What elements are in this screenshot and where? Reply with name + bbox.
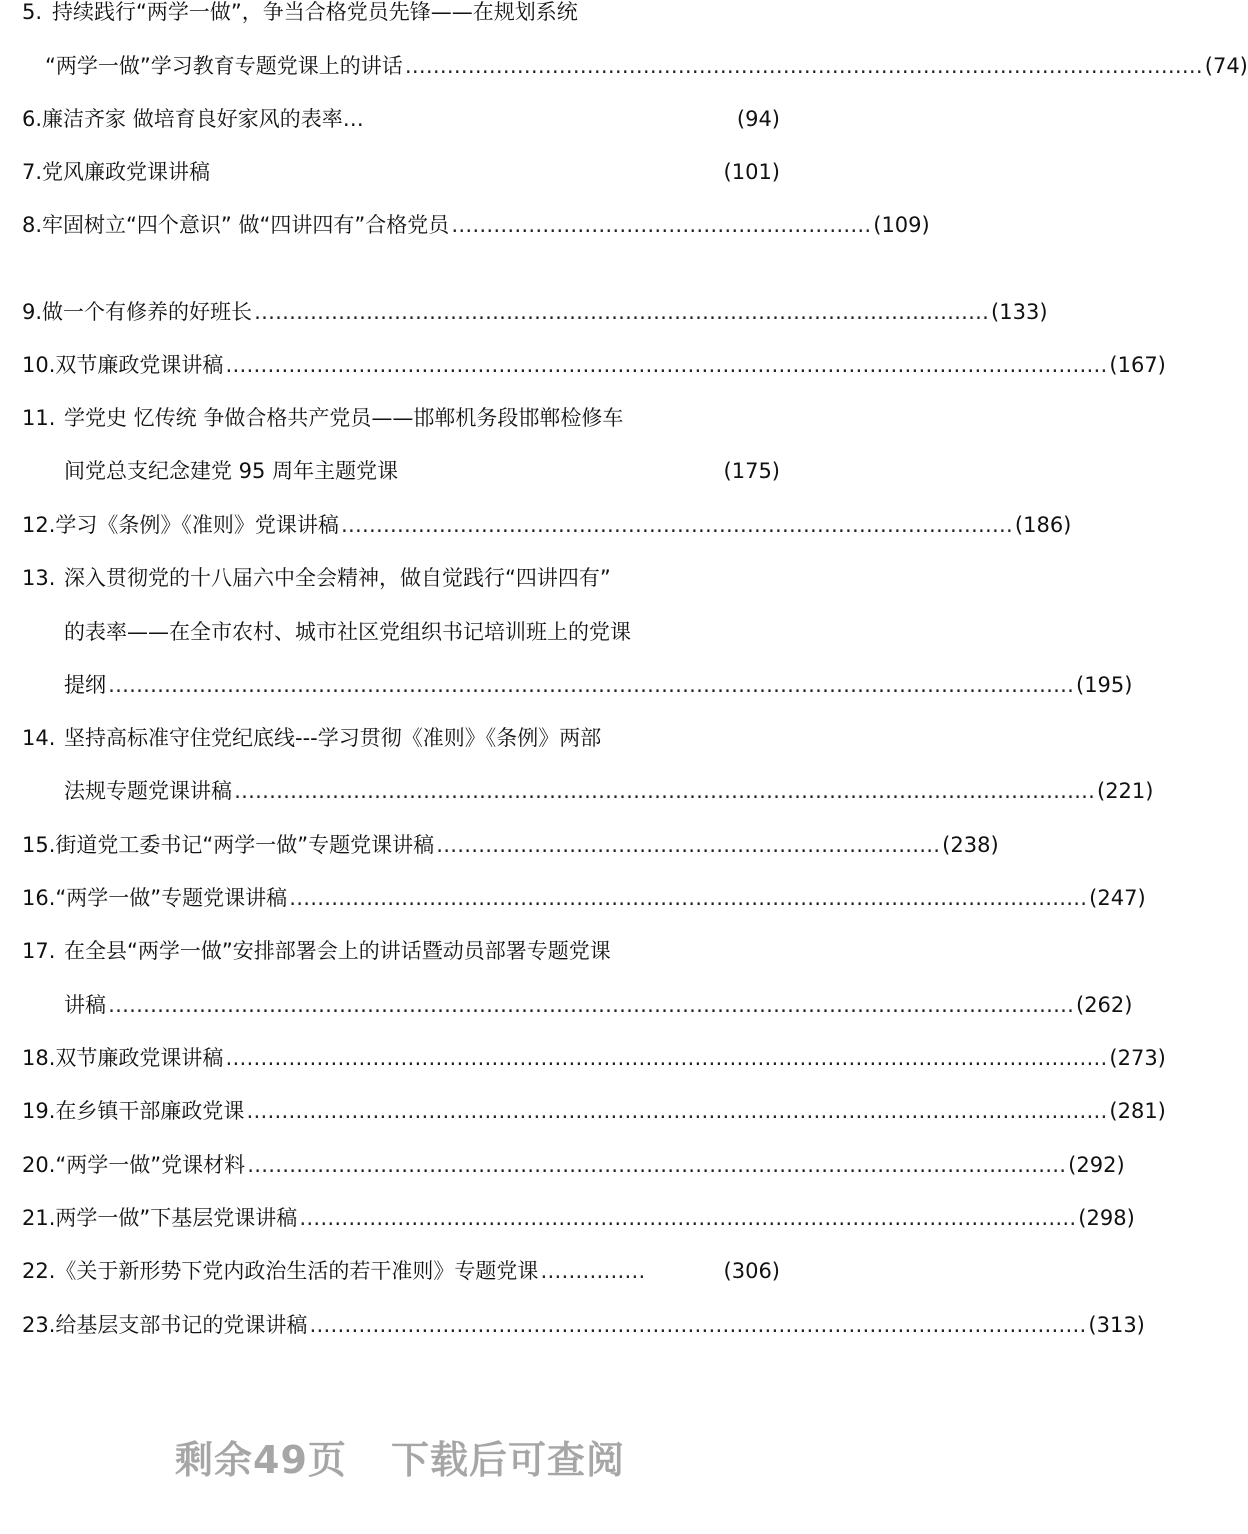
toc-entry-23[interactable]: [22, 1305, 1145, 1345]
leader-dots: ……………………………………………………………………………………………………………: [246, 1099, 1108, 1123]
toc-entry-page: (101): [723, 160, 780, 184]
toc-entry-number: 18.: [22, 1046, 56, 1070]
toc-entry-page: (313): [1088, 1313, 1145, 1337]
toc-entry-21[interactable]: [22, 1198, 1135, 1238]
toc-entry-number: 11.: [22, 406, 56, 430]
toc-entry-11-line1[interactable]: [0, 398, 800, 438]
toc-entry-title: 法规专题党课讲稿: [64, 779, 232, 803]
toc-entry-title: 的表率——在全市农村、城市社区党组织书记培训班上的党课: [64, 620, 631, 644]
toc-entry-20[interactable]: [22, 1145, 1125, 1185]
toc-entry-13-line3[interactable]: [64, 665, 1133, 705]
toc-entry-number: 9.: [22, 300, 43, 324]
leader-dots: ………………………………………………………………………………………………………………: [225, 1046, 1108, 1070]
toc-entry-page: (175): [723, 459, 780, 483]
toc-entry-number: 19.: [22, 1099, 56, 1123]
toc-entry-title: 党风廉政党课讲稿: [42, 160, 211, 184]
toc-entry-13-line1[interactable]: [0, 558, 800, 598]
toc-entry-page: (262): [1076, 993, 1133, 1017]
toc-entry-title: “两学一做”学习教育专题党课上的讲话: [45, 54, 403, 78]
toc-entry-page: (292): [1068, 1153, 1125, 1177]
toc-entry-title: 牢固树立“四个意识” 做“四讲四有”合格党员: [42, 213, 450, 237]
leader-dots: ……………………………………………………………………………………………: [254, 300, 990, 324]
toc-entry-number: 14.: [22, 726, 56, 750]
toc-entry-6[interactable]: [22, 99, 780, 139]
toc-entry-18[interactable]: [22, 1038, 1166, 1078]
leader-dots: …………………………………………………………………………………………………: [309, 1313, 1087, 1337]
toc-entry-page: (195): [1076, 673, 1133, 697]
toc-entry-title: 做一个有修养的好班长: [42, 300, 253, 324]
leader-dots: …………………………………………………………………………………………………………………………: [108, 993, 1074, 1017]
toc-entry-title: “两学一做”专题党课讲稿: [55, 886, 288, 910]
toc-entry-number: 12.: [22, 513, 56, 537]
toc-entry-title: 深入贯彻党的十八届六中全会精神，做自觉践行“四讲四有”: [64, 566, 611, 590]
toc-entry-12[interactable]: [22, 505, 1072, 545]
toc-entry-title: 学党史 忆传统 争做合格共产党员——邯郸机务段邯郸检修车: [64, 406, 624, 430]
toc-entry-page: (247): [1089, 886, 1146, 910]
toc-entry-page: (109): [873, 213, 930, 237]
toc-entry-number: 10.: [22, 353, 56, 377]
toc-entry-11-line2[interactable]: [64, 451, 780, 491]
toc-entry-page: (74): [1204, 54, 1248, 78]
toc-entry-number: 13.: [22, 566, 56, 590]
toc-entry-page: (273): [1109, 1046, 1166, 1070]
toc-entry-number: 20.: [22, 1153, 56, 1177]
toc-entry-title: 坚持高标准守住党纪底线---学习贯彻《准则》《条例》两部: [64, 726, 602, 750]
leader-dots: ……………………………………………………………………………………………………: [404, 54, 1203, 78]
toc-entry-19[interactable]: [22, 1091, 1166, 1131]
leader-dots: …………………………………………………………………………………………………………………………: [108, 673, 1074, 697]
leader-dots: ……………………………………………………: [451, 213, 872, 237]
toc-entry-number: 7.: [22, 160, 43, 184]
toc-entry-5-line1[interactable]: [0, 0, 800, 32]
toc-entry-5-line2[interactable]: [45, 46, 1248, 86]
toc-entry-title: 廉洁齐家 做培育良好家风的表率…: [42, 107, 364, 131]
toc-entry-page: (186): [1014, 513, 1072, 537]
toc-entry-number: 8.: [22, 213, 43, 237]
toc-entry-title: 双节廉政党课讲稿: [55, 1046, 224, 1070]
toc-entry-title: 间党总支纪念建党 95 周年主题党课: [64, 459, 399, 483]
toc-entry-page: (298): [1078, 1206, 1135, 1230]
remaining-pages-text: 剩余49页: [175, 1438, 347, 1482]
toc-entry-page: (94): [736, 107, 780, 131]
download-to-view-text: 下载后可查阅: [390, 1438, 625, 1482]
toc-entry-22[interactable]: [22, 1251, 780, 1291]
toc-entry-page: (167): [1109, 353, 1166, 377]
leader-dots: …………………………………………………………………………………………………: [299, 1206, 1077, 1230]
toc-entry-title: 街道党工委书记“两学一做”专题党课讲稿: [55, 833, 435, 857]
toc-entry-title: 在乡镇干部廉政党课: [55, 1099, 245, 1123]
toc-entry-number: 5.: [22, 0, 43, 24]
leader-dots: ………………………………………………………………………………………………………………: [225, 353, 1108, 377]
toc-entry-14-line2[interactable]: [64, 771, 1154, 811]
toc-entry-page: (133): [991, 300, 1048, 324]
toc-entry-9[interactable]: [22, 292, 1048, 332]
toc-entry-title: 提纲: [64, 673, 106, 697]
toc-entry-17-line2[interactable]: [64, 985, 1133, 1025]
toc-entry-title: 讲稿: [64, 993, 106, 1017]
toc-entry-10[interactable]: [22, 345, 1166, 385]
toc-entry-page: (221): [1097, 779, 1154, 803]
toc-entry-8[interactable]: [22, 205, 930, 245]
toc-entry-number: 17.: [22, 939, 56, 963]
toc-entry-number: 22.: [22, 1259, 56, 1283]
toc-entry-page: (238): [942, 833, 999, 857]
toc-entry-title: 在全县“两学一做”安排部署会上的讲话暨动员部署专题党课: [64, 939, 611, 963]
toc-entry-14-line1[interactable]: [0, 718, 800, 758]
toc-entry-title: 给基层支部书记的党课讲稿: [55, 1313, 308, 1337]
leader-dots: ……………………………………………………………………………………………………………: [234, 779, 1095, 803]
leader-dots: ……………………………………………………………………………………: [340, 513, 1013, 537]
download-prompt[interactable]: [0, 1432, 800, 1488]
toc-entry-title: 《关于新形势下党内政治生活的若干准则》专题党课: [55, 1259, 539, 1283]
leader-dots: ………………………………………………………………………………………………………: [247, 1153, 1067, 1177]
toc-entry-title: “两学一做”党课材料: [55, 1153, 246, 1177]
toc-entry-number: 6.: [22, 107, 43, 131]
leader-dots: ……………: [540, 1259, 646, 1283]
toc-entry-number: 16.: [22, 886, 56, 910]
leader-dots: ………………………………………………………………: [436, 833, 941, 857]
toc-entry-page: (281): [1109, 1099, 1166, 1123]
toc-entry-number: 21.: [22, 1206, 56, 1230]
toc-entry-title: 学习《条例》《准则》党课讲稿: [55, 513, 339, 537]
toc-entry-13-line2[interactable]: [0, 612, 800, 652]
leader-dots: ……………………………………………………………………………………………………: [289, 886, 1088, 910]
toc-entry-title: 持续践行“两学一做”，争当合格党员先锋——在规划系统: [52, 0, 578, 24]
toc-entry-15[interactable]: [22, 825, 999, 865]
toc-entry-16[interactable]: [22, 878, 1146, 918]
toc-entry-title: 两学一做”下基层党课讲稿: [55, 1206, 298, 1230]
toc-entry-17-line1[interactable]: [0, 931, 800, 971]
toc-entry-title: 双节廉政党课讲稿: [55, 353, 224, 377]
toc-entry-page: (306): [723, 1259, 780, 1283]
toc-entry-number: 23.: [22, 1313, 56, 1337]
toc-entry-number: 15.: [22, 833, 56, 857]
toc-entry-7[interactable]: [22, 152, 780, 192]
